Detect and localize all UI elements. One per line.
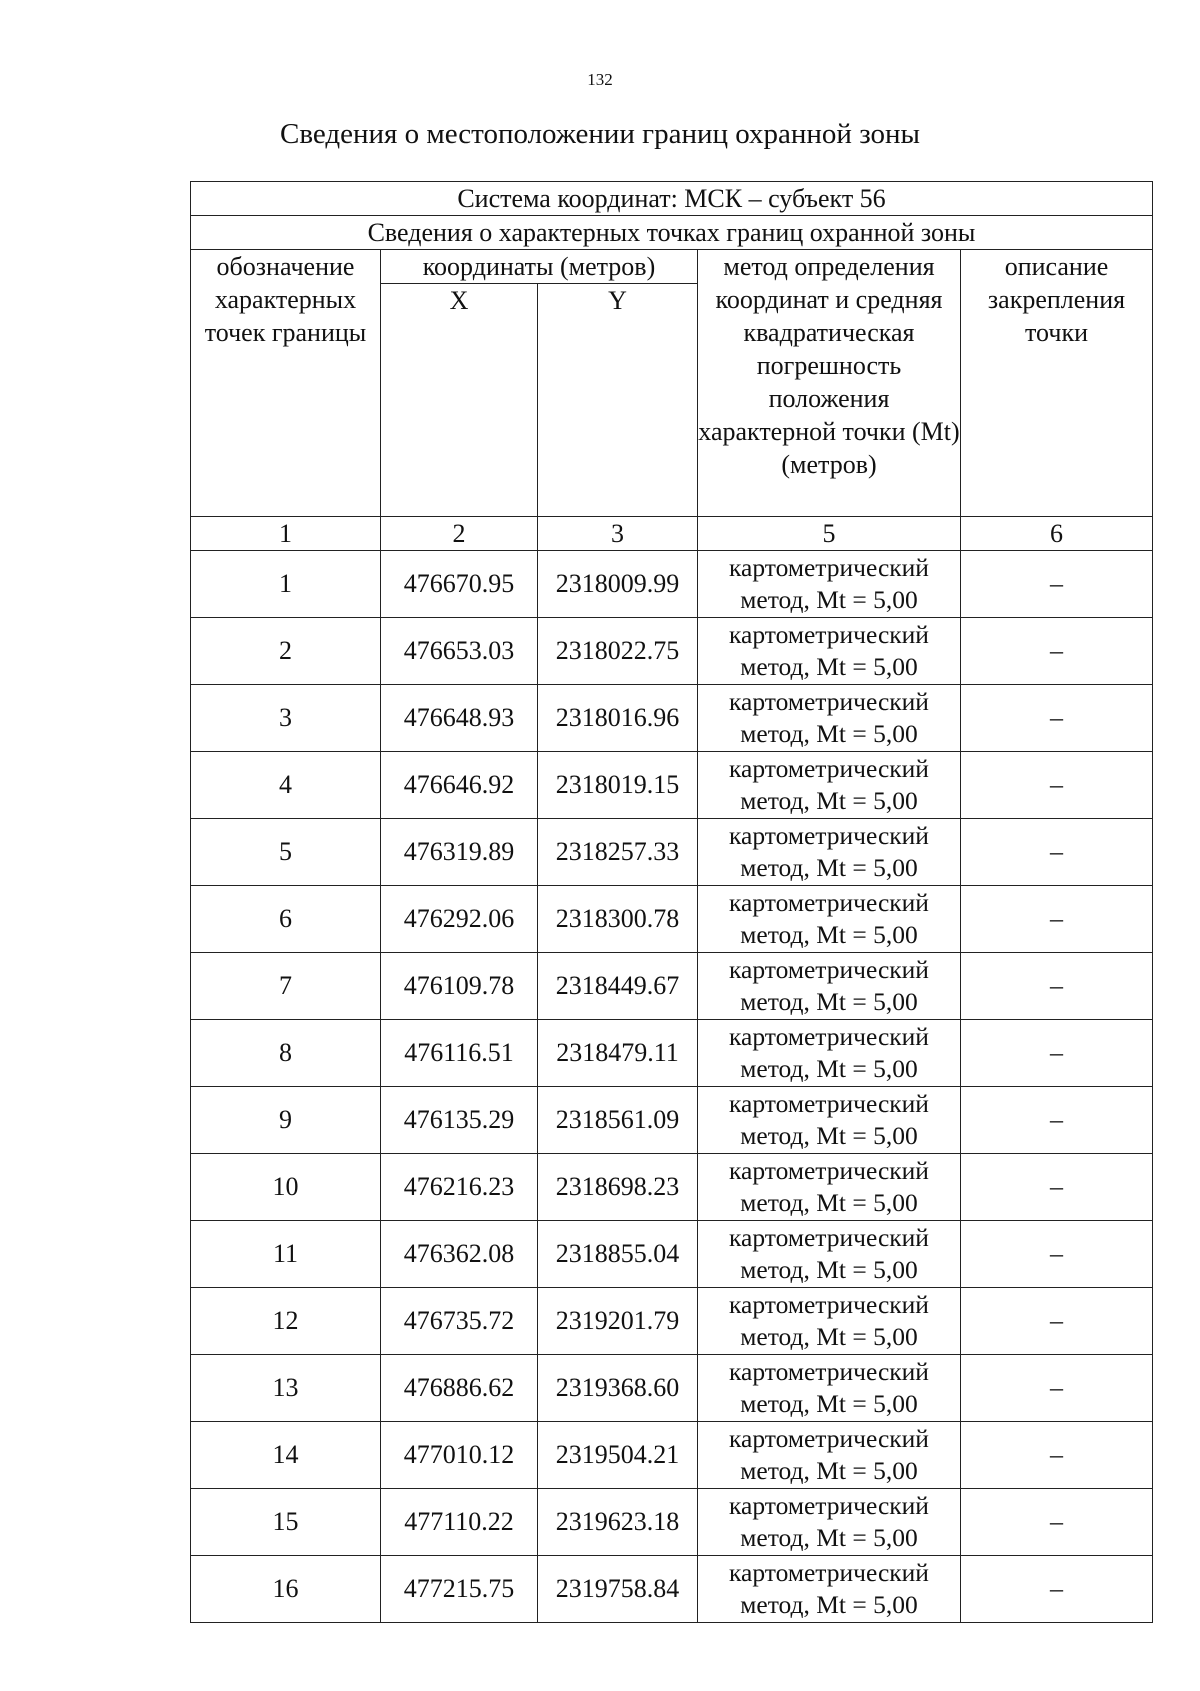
y-coordinate-cell: 2318009.99 bbox=[538, 551, 698, 618]
table-row bbox=[191, 1087, 1153, 1154]
method-line: картометрический bbox=[729, 1491, 929, 1520]
table-row bbox=[191, 1556, 1153, 1623]
header-fixing-description: описание закрепления точки bbox=[961, 250, 1153, 517]
point-number-cell: 10 bbox=[191, 1154, 381, 1221]
x-coordinate-cell: 476292.06 bbox=[381, 886, 538, 953]
y-coordinate-cell: 2318257.33 bbox=[538, 819, 698, 886]
table-row bbox=[191, 1489, 1153, 1556]
x-coordinate-cell: 476648.93 bbox=[381, 685, 538, 752]
header-x: X bbox=[381, 284, 538, 517]
x-coordinate-cell: 476135.29 bbox=[381, 1087, 538, 1154]
method-line: картометрический bbox=[729, 1223, 929, 1252]
method-line: картометрический bbox=[729, 1156, 929, 1185]
y-coordinate-cell: 2318855.04 bbox=[538, 1221, 698, 1288]
method-cell bbox=[698, 953, 961, 1020]
method-accuracy-line: метод, Mt = 5,00 bbox=[740, 853, 918, 882]
method-line: картометрический bbox=[729, 1089, 929, 1118]
table-row bbox=[191, 1288, 1153, 1355]
method-accuracy-line: метод, Mt = 5,00 bbox=[740, 585, 918, 614]
method-cell bbox=[698, 752, 961, 819]
method-cell bbox=[698, 1556, 961, 1623]
x-coordinate-cell: 476646.92 bbox=[381, 752, 538, 819]
point-number-cell: 3 bbox=[191, 685, 381, 752]
x-coordinate-cell: 476886.62 bbox=[381, 1355, 538, 1422]
table-row bbox=[191, 685, 1153, 752]
table-row bbox=[191, 1020, 1153, 1087]
method-line: картометрический bbox=[729, 1290, 929, 1319]
y-coordinate-cell: 2318698.23 bbox=[538, 1154, 698, 1221]
method-cell bbox=[698, 1221, 961, 1288]
method-cell bbox=[698, 1288, 961, 1355]
y-coordinate-cell: 2318561.09 bbox=[538, 1087, 698, 1154]
x-coordinate-cell: 476670.95 bbox=[381, 551, 538, 618]
x-coordinate-cell: 476109.78 bbox=[381, 953, 538, 1020]
method-accuracy-line: метод, Mt = 5,00 bbox=[740, 1054, 918, 1083]
method-cell bbox=[698, 1355, 961, 1422]
table-row bbox=[191, 953, 1153, 1020]
table-body bbox=[191, 551, 1153, 1623]
x-coordinate-cell: 476319.89 bbox=[381, 819, 538, 886]
method-accuracy-line: метод, Mt = 5,00 bbox=[740, 920, 918, 949]
method-accuracy-line: метод, Mt = 5,00 bbox=[740, 1322, 918, 1351]
y-coordinate-cell: 2318019.15 bbox=[538, 752, 698, 819]
fixing-description-cell: – bbox=[961, 551, 1153, 618]
section-title: Сведения о характерных точках границ охранной зоны bbox=[191, 216, 1153, 250]
point-number-cell: 13 bbox=[191, 1355, 381, 1422]
point-number-cell: 6 bbox=[191, 886, 381, 953]
fixing-description-cell: – bbox=[961, 886, 1153, 953]
method-line: картометрический bbox=[729, 1424, 929, 1453]
x-coordinate-cell: 477110.22 bbox=[381, 1489, 538, 1556]
document-title: Сведения о местоположении границ охранной зоны bbox=[279, 118, 920, 150]
y-coordinate-cell: 2319201.79 bbox=[538, 1288, 698, 1355]
fixing-description-cell: – bbox=[961, 819, 1153, 886]
table-row bbox=[191, 1221, 1153, 1288]
fixing-description-cell: – bbox=[961, 1020, 1153, 1087]
point-number-cell: 12 bbox=[191, 1288, 381, 1355]
method-accuracy-line: метод, Mt = 5,00 bbox=[740, 987, 918, 1016]
column-number: 3 bbox=[538, 517, 698, 551]
table-row bbox=[191, 752, 1153, 819]
x-coordinate-cell: 476216.23 bbox=[381, 1154, 538, 1221]
method-line: картометрический bbox=[729, 1022, 929, 1051]
table-row bbox=[191, 819, 1153, 886]
method-accuracy-line: метод, Mt = 5,00 bbox=[740, 1121, 918, 1150]
y-coordinate-cell: 2318016.96 bbox=[538, 685, 698, 752]
y-coordinate-cell: 2318022.75 bbox=[538, 618, 698, 685]
table-row bbox=[191, 551, 1153, 618]
coordinate-system-label: Система координат: МСК – субъект 56 bbox=[191, 182, 1153, 216]
point-number-cell: 15 bbox=[191, 1489, 381, 1556]
column-number: 2 bbox=[381, 517, 538, 551]
column-number: 1 bbox=[191, 517, 381, 551]
fixing-description-cell: – bbox=[961, 752, 1153, 819]
point-number-cell: 2 bbox=[191, 618, 381, 685]
x-coordinate-cell: 476735.72 bbox=[381, 1288, 538, 1355]
method-cell bbox=[698, 819, 961, 886]
fixing-description-cell: – bbox=[961, 1154, 1153, 1221]
method-accuracy-line: метод, Mt = 5,00 bbox=[740, 652, 918, 681]
point-number-cell: 8 bbox=[191, 1020, 381, 1087]
table-row bbox=[191, 886, 1153, 953]
fixing-description-cell: – bbox=[961, 618, 1153, 685]
x-coordinate-cell: 476362.08 bbox=[381, 1221, 538, 1288]
table-row bbox=[191, 1355, 1153, 1422]
method-line: картометрический bbox=[729, 821, 929, 850]
method-cell bbox=[698, 1154, 961, 1221]
x-coordinate-cell: 476653.03 bbox=[381, 618, 538, 685]
method-line: картометрический bbox=[729, 687, 929, 716]
method-cell bbox=[698, 551, 961, 618]
point-number-cell: 16 bbox=[191, 1556, 381, 1623]
method-cell bbox=[698, 618, 961, 685]
fixing-description-cell: – bbox=[961, 685, 1153, 752]
method-cell bbox=[698, 1489, 961, 1556]
point-number-cell: 9 bbox=[191, 1087, 381, 1154]
method-accuracy-line: метод, Mt = 5,00 bbox=[740, 1389, 918, 1418]
y-coordinate-cell: 2318300.78 bbox=[538, 886, 698, 953]
header-method: метод определения координат и средняя квадратическая погрешность положения характерной точки (Mt) (метров) bbox=[698, 250, 961, 517]
method-accuracy-line: метод, Mt = 5,00 bbox=[740, 1590, 918, 1619]
method-cell bbox=[698, 886, 961, 953]
method-cell bbox=[698, 1087, 961, 1154]
method-accuracy-line: метод, Mt = 5,00 bbox=[740, 786, 918, 815]
method-line: картометрический bbox=[729, 754, 929, 783]
point-number-cell: 1 bbox=[191, 551, 381, 618]
y-coordinate-cell: 2319368.60 bbox=[538, 1355, 698, 1422]
fixing-description-cell: – bbox=[961, 1355, 1153, 1422]
coordinates-table bbox=[190, 181, 1153, 1623]
x-coordinate-cell: 477010.12 bbox=[381, 1422, 538, 1489]
x-coordinate-cell: 477215.75 bbox=[381, 1556, 538, 1623]
point-number-cell: 4 bbox=[191, 752, 381, 819]
column-number: 5 bbox=[698, 517, 961, 551]
table-row bbox=[191, 1422, 1153, 1489]
header-point-designation: обозначение характерных точек границы bbox=[191, 250, 381, 517]
fixing-description-cell: – bbox=[961, 1221, 1153, 1288]
y-coordinate-cell: 2318479.11 bbox=[538, 1020, 698, 1087]
header-y: Y bbox=[538, 284, 698, 517]
point-number-cell: 11 bbox=[191, 1221, 381, 1288]
method-cell bbox=[698, 1422, 961, 1489]
table-row bbox=[191, 618, 1153, 685]
method-line: картометрический bbox=[729, 553, 929, 582]
y-coordinate-cell: 2319504.21 bbox=[538, 1422, 698, 1489]
method-cell bbox=[698, 685, 961, 752]
page-number: 132 bbox=[587, 70, 613, 89]
fixing-description-cell: – bbox=[961, 1422, 1153, 1489]
fixing-description-cell: – bbox=[961, 1489, 1153, 1556]
point-number-cell: 5 bbox=[191, 819, 381, 886]
y-coordinate-cell: 2318449.67 bbox=[538, 953, 698, 1020]
method-line: картометрический bbox=[729, 620, 929, 649]
method-accuracy-line: метод, Mt = 5,00 bbox=[740, 1523, 918, 1552]
column-number: 6 bbox=[961, 517, 1153, 551]
x-coordinate-cell: 476116.51 bbox=[381, 1020, 538, 1087]
method-line: картометрический bbox=[729, 888, 929, 917]
table-row bbox=[191, 1154, 1153, 1221]
y-coordinate-cell: 2319758.84 bbox=[538, 1556, 698, 1623]
method-accuracy-line: метод, Mt = 5,00 bbox=[740, 1456, 918, 1485]
method-line: картометрический bbox=[729, 955, 929, 984]
fixing-description-cell: – bbox=[961, 1556, 1153, 1623]
header-coordinates: координаты (метров) bbox=[381, 250, 698, 284]
fixing-description-cell: – bbox=[961, 1087, 1153, 1154]
fixing-description-cell: – bbox=[961, 1288, 1153, 1355]
method-accuracy-line: метод, Mt = 5,00 bbox=[740, 1188, 918, 1217]
point-number-cell: 7 bbox=[191, 953, 381, 1020]
point-number-cell: 14 bbox=[191, 1422, 381, 1489]
method-line: картометрический bbox=[729, 1357, 929, 1386]
method-line: картометрический bbox=[729, 1558, 929, 1587]
method-accuracy-line: метод, Mt = 5,00 bbox=[740, 1255, 918, 1284]
y-coordinate-cell: 2319623.18 bbox=[538, 1489, 698, 1556]
fixing-description-cell: – bbox=[961, 953, 1153, 1020]
method-accuracy-line: метод, Mt = 5,00 bbox=[740, 719, 918, 748]
method-cell bbox=[698, 1020, 961, 1087]
